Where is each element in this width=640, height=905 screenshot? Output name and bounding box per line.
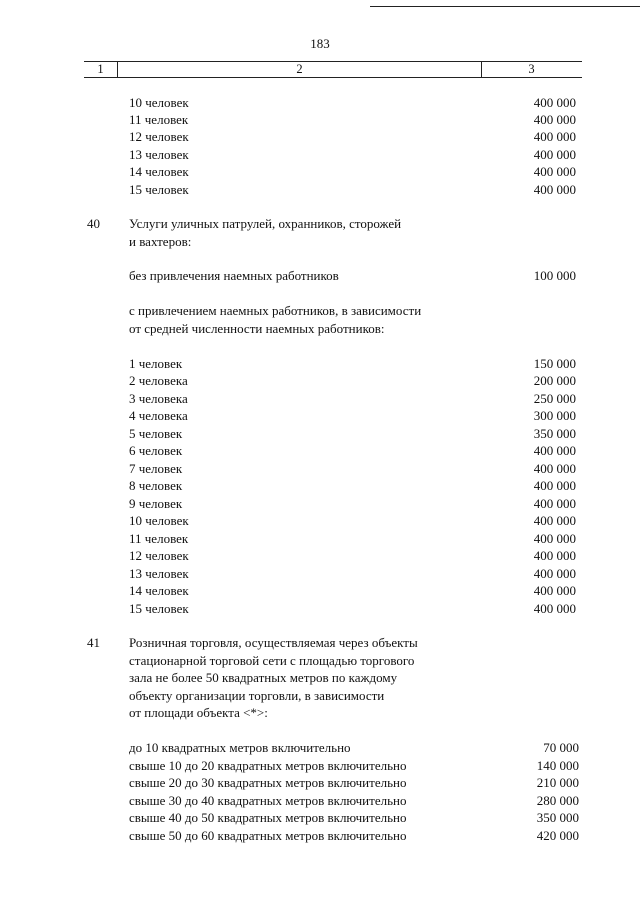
row-value: 400 000	[533, 164, 576, 179]
table-row	[0, 372, 640, 389]
row-description: стационарной торговой сети с площадью торгового	[129, 653, 415, 668]
row-value: 400 000	[533, 531, 576, 546]
header-col-3: 3	[528, 62, 535, 76]
row-value: 400 000	[533, 601, 576, 616]
table-row	[0, 530, 640, 547]
table-row	[0, 390, 640, 407]
row-description: свыше 20 до 30 квадратных метров включительно	[129, 775, 407, 790]
row-value: 400 000	[533, 478, 576, 493]
table-row	[0, 669, 640, 686]
table-row	[0, 547, 640, 564]
table-row	[0, 442, 640, 459]
table-row	[0, 600, 640, 617]
row-value: 400 000	[533, 443, 576, 458]
row-description: 14 человек	[129, 164, 189, 179]
row-description: Розничная торговля, осуществляемая через объекты	[129, 635, 418, 650]
row-description: 10 человек	[129, 95, 189, 110]
row-description: и вахтеров:	[129, 234, 192, 249]
row-value: 350 000	[536, 810, 579, 825]
row-description: 12 человек	[129, 129, 189, 144]
row-description: с привлечением наемных работников, в зависимости	[129, 303, 422, 318]
table-row	[0, 163, 640, 180]
table-row	[0, 407, 640, 424]
table-row	[0, 512, 640, 529]
row-value: 400 000	[533, 566, 576, 581]
row-value: 400 000	[533, 147, 576, 162]
table-row	[0, 827, 640, 844]
row-value: 140 000	[536, 758, 579, 773]
row-description: свыше 50 до 60 квадратных метров включительно	[129, 828, 407, 843]
table-row	[0, 757, 640, 774]
row-number: 40	[87, 216, 100, 231]
table-row	[0, 267, 640, 284]
table-row	[0, 809, 640, 826]
row-value: 420 000	[536, 828, 579, 843]
row-number: 41	[87, 635, 100, 650]
page-number: 183	[310, 36, 330, 51]
row-value: 400 000	[533, 95, 576, 110]
row-description: без привлечения наемных работников	[129, 268, 339, 283]
table-row	[0, 320, 640, 337]
table-row	[0, 215, 640, 232]
row-description: Услуги уличных патрулей, охранников, сторожей	[129, 216, 402, 231]
row-value: 400 000	[533, 548, 576, 563]
row-description: 3 человека	[129, 391, 188, 406]
table-row	[0, 774, 640, 791]
table-row	[0, 687, 640, 704]
row-description: 15 человек	[129, 182, 189, 197]
row-description: свыше 40 до 50 квадратных метров включительно	[129, 810, 407, 825]
row-description: 6 человек	[129, 443, 183, 458]
table-row	[0, 634, 640, 651]
row-description: зала не более 50 квадратных метров по каждому	[129, 670, 398, 685]
row-value: 400 000	[533, 112, 576, 127]
row-description: 12 человек	[129, 548, 189, 563]
row-value: 400 000	[533, 129, 576, 144]
row-description: 13 человек	[129, 147, 189, 162]
table-row	[0, 111, 640, 128]
row-description: 8 человек	[129, 478, 183, 493]
table-row	[0, 477, 640, 494]
row-description: 15 человек	[129, 601, 189, 616]
table-row	[0, 94, 640, 111]
row-description: до 10 квадратных метров включительно	[129, 740, 351, 755]
row-description: 4 человека	[129, 408, 188, 423]
row-description: 7 человек	[129, 461, 183, 476]
table-row	[0, 704, 640, 721]
table-row	[0, 652, 640, 669]
row-description: 1 человек	[129, 356, 183, 371]
table-row	[0, 582, 640, 599]
row-description: 13 человек	[129, 566, 189, 581]
row-value: 210 000	[536, 775, 579, 790]
row-description: 5 человек	[129, 426, 183, 441]
row-value: 400 000	[533, 496, 576, 511]
table-row	[0, 565, 640, 582]
row-description: 11 человек	[129, 112, 189, 127]
table-row	[0, 425, 640, 442]
row-value: 400 000	[533, 583, 576, 598]
row-description: 9 человек	[129, 496, 183, 511]
row-description: от средней численности наемных работников:	[129, 321, 385, 336]
row-description: 10 человек	[129, 513, 189, 528]
table-row	[0, 792, 640, 809]
row-description: 14 человек	[129, 583, 189, 598]
row-description: 11 человек	[129, 531, 189, 546]
row-description: 2 человека	[129, 373, 188, 388]
row-value: 400 000	[533, 461, 576, 476]
row-description: свыше 30 до 40 квадратных метров включительно	[129, 793, 407, 808]
table-row	[0, 181, 640, 198]
row-value: 400 000	[533, 513, 576, 528]
row-value: 300 000	[533, 408, 576, 423]
table-row	[0, 146, 640, 163]
row-description: объекту организации торговли, в зависимости	[129, 688, 385, 703]
header-col-2: 2	[117, 62, 482, 77]
table-header	[84, 61, 582, 78]
row-value: 400 000	[533, 182, 576, 197]
table-row	[0, 355, 640, 372]
table-row	[0, 460, 640, 477]
row-value: 350 000	[533, 426, 576, 441]
row-value: 250 000	[533, 391, 576, 406]
row-description: свыше 10 до 20 квадратных метров включительно	[129, 758, 407, 773]
row-value: 280 000	[536, 793, 579, 808]
row-value: 70 000	[543, 740, 579, 755]
row-description: от площади объекта <*>:	[129, 705, 268, 720]
top-rule	[370, 6, 640, 7]
table-row	[0, 128, 640, 145]
row-value: 200 000	[533, 373, 576, 388]
row-value: 100 000	[533, 268, 576, 283]
table-row	[0, 495, 640, 512]
row-value: 150 000	[533, 356, 576, 371]
table-row	[0, 302, 640, 319]
table-row	[0, 739, 640, 756]
header-col-1: 1	[97, 62, 104, 76]
table-row	[0, 233, 640, 250]
